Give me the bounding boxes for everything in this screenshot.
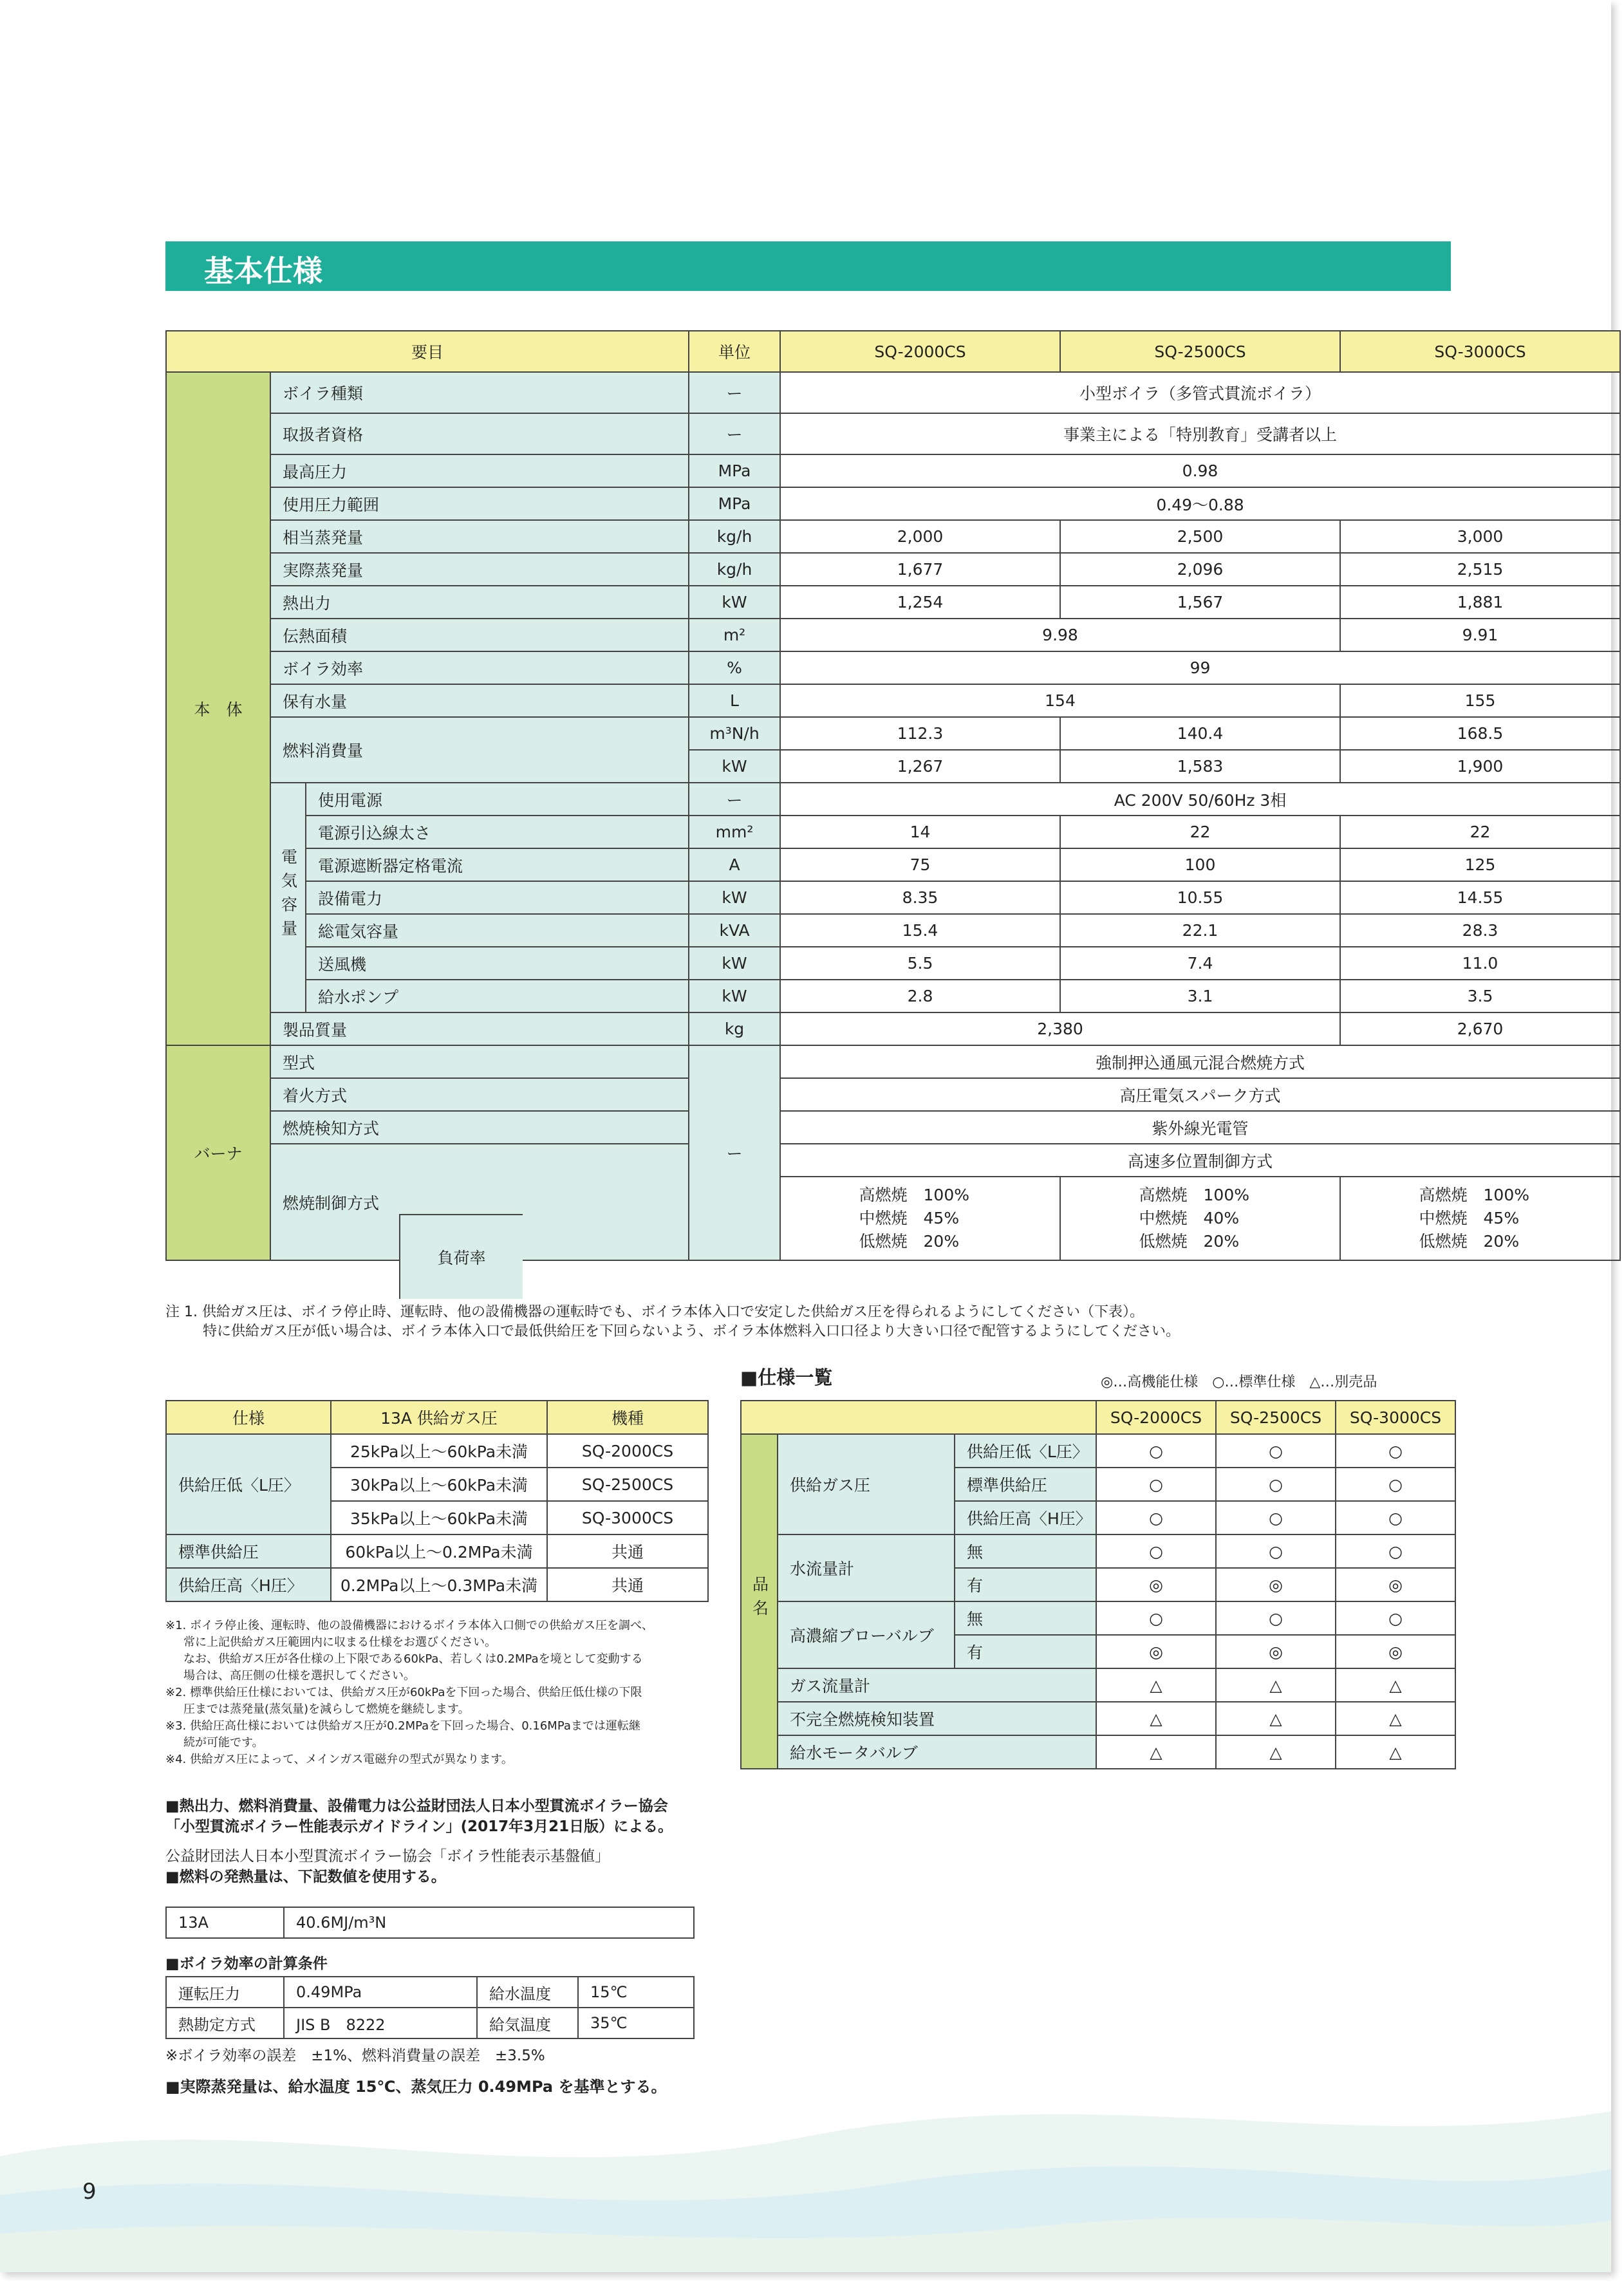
row-value: 9.98 [780,619,1340,651]
calc-value: 15℃ [578,1977,694,2008]
fuel-heat-table [165,1907,695,1939]
list-sub: 無 [955,1534,1096,1568]
spec-row [166,1012,1620,1045]
row-unit: MPa [689,454,780,487]
spec-row [166,783,1620,816]
pressure-model: SQ-3000CS [547,1501,708,1534]
spec-row [166,947,1620,980]
calc-value: 35℃ [578,2008,694,2038]
spec-row [166,1144,1620,1177]
row-value: 3.1 [1060,980,1340,1012]
list-mark: △ [1336,1668,1455,1702]
pressure-range: 60kPa以上〜0.2MPa未満 [331,1534,547,1568]
pressure-spec: 標準供給圧 [166,1534,331,1568]
calc-label: 運転圧力 [166,1977,284,2008]
spec-row [166,684,1620,717]
pressure-model: SQ-2500CS [547,1468,708,1501]
row-value: 8.35 [780,881,1060,914]
row-value: 22.1 [1060,914,1340,947]
list-sub: 供給圧低〈L圧〉 [955,1434,1096,1468]
spec-row [166,372,1620,413]
group-honntai: 本 体 [166,372,270,1045]
pressure-range: 30kPa以上〜60kPa未満 [331,1468,547,1501]
group-denki-label: 電気容量 [279,848,298,944]
header-model: SQ-2500CS [1060,331,1340,372]
list-mark: ○ [1216,1434,1336,1468]
row-value: 22 [1340,816,1620,848]
group-denki [270,783,306,1012]
list-mark: ◎ [1336,1568,1455,1601]
row-label: 送風機 [306,947,689,980]
row-value: 3.5 [1340,980,1620,1012]
pressure-row [166,1568,708,1601]
list-mark: ◎ [1336,1635,1455,1668]
list-sub: 標準供給圧 [955,1468,1096,1501]
note-line: ※3. 供給圧高仕様においては供給ガス圧が0.2MPaを下回った場合、0.16MPaまでは運転継 [165,1719,640,1733]
row-label: 使用圧力範囲 [270,487,689,520]
row-unit: kVA [689,914,780,947]
note-line: 注 1. 供給ガス圧は、ボイラ停止時、運転時、他の設備機器の運転時でも、ボイラ本体入口で安定した供給ガス圧を得られるようにしてください（下表）。 [165,1304,1144,1320]
header-model: SQ-3000CS [1340,331,1620,372]
calc-value: 0.49MPa [284,1977,477,2008]
row-unit: % [689,651,780,684]
header-unit: 単位 [689,331,780,372]
pressure-header: 仕様 [166,1401,331,1434]
row-value: 3,000 [1340,520,1620,553]
list-header-empty [741,1401,1096,1434]
group-burner: バーナ [166,1045,270,1260]
row-value: 10.55 [1060,881,1340,914]
list-header-row [741,1401,1455,1434]
row-value: 11.0 [1340,947,1620,980]
list-row [741,1434,1455,1468]
note-line: ※1. ボイラ停止後、運転時、他の設備機器におけるボイラ本体入口側での供給ガス圧を調べ、 [165,1619,653,1632]
row-value: 1,677 [780,553,1060,586]
row-value: 高圧電気スパーク方式 [780,1078,1620,1111]
note-line: ※2. 標準供給圧仕様においては、供給ガス圧が60kPaを下回った場合、供給圧低仕様の下限 [165,1686,642,1699]
row-value: 2,515 [1340,553,1620,586]
pressure-model: SQ-2000CS [547,1434,708,1468]
row-value: 小型ボイラ（多管式貫流ボイラ） [780,372,1620,413]
list-mark: ○ [1216,1534,1336,1568]
spec-list-table [740,1400,1456,1769]
guideline-line: ■熱出力、燃料消費量、設備電力は公益財団法人日本小型貫流ボイラー協会 [165,1798,668,1814]
row-value: 125 [1340,848,1620,881]
row-value: 100 [1060,848,1340,881]
list-mark: ◎ [1096,1635,1216,1668]
pressure-header-row [166,1401,708,1434]
list-row [741,1601,1455,1635]
row-label: 総電気容量 [306,914,689,947]
row-unit: m² [689,619,780,651]
row-label: 最高圧力 [270,454,689,487]
pressure-table [165,1400,709,1602]
list-mark: △ [1216,1702,1336,1735]
row-value: 紫外線光電管 [780,1111,1620,1144]
list-row [741,1735,1455,1769]
list-header-model: SQ-3000CS [1336,1401,1455,1434]
list-mark: ○ [1336,1468,1455,1501]
list-item: 供給ガス圧 [778,1434,955,1534]
list-title: ■仕様一覧 [740,1366,833,1388]
list-mark: ○ [1336,1501,1455,1534]
row-value: 2,670 [1340,1012,1620,1045]
list-mark: ○ [1336,1534,1455,1568]
spec-row [166,914,1620,947]
row-value: 2,380 [780,1012,1340,1045]
calc-row [166,2008,694,2038]
list-header-model: SQ-2500CS [1216,1401,1336,1434]
list-mark: ○ [1216,1468,1336,1501]
row-label: 電源引込線太さ [306,816,689,848]
spec-row [166,553,1620,586]
list-mark: ○ [1216,1501,1336,1534]
note-line: 特に供給ガス圧が低い場合は、ボイラ本体入口で最低供給圧を下回らないよう、ボイラ本体燃料入口口径より大きい口径で配管するようにしてください。 [203,1323,1181,1339]
list-sub: 有 [955,1568,1096,1601]
pressure-range: 0.2MPa以上〜0.3MPa未満 [331,1568,547,1601]
row-value: 28.3 [1340,914,1620,947]
list-mark: ○ [1336,1434,1455,1468]
pressure-model: 共通 [547,1568,708,1601]
list-mark: ○ [1096,1434,1216,1468]
list-item: 不完全燃焼検知装置 [778,1702,1096,1735]
section-title: 基本仕様 [204,254,322,288]
row-value: 1,567 [1060,586,1340,619]
row-unit: kW [689,750,780,783]
calc-label: 給気温度 [477,2008,578,2038]
pressure-row [166,1534,708,1568]
row-label: 熱出力 [270,586,689,619]
load-label: 負荷率 [437,1249,486,1267]
spec-row [166,980,1620,1012]
note-line: 圧までは蒸発量(蒸気量)を減らして燃焼を継続します。 [183,1702,470,1716]
spec-row [166,454,1620,487]
list-mark: △ [1096,1702,1216,1735]
row-value: 5.5 [780,947,1060,980]
note-line: 続が可能です。 [183,1736,264,1749]
pressure-spec: 供給圧高〈H圧〉 [166,1568,331,1601]
list-mark: ○ [1216,1601,1336,1635]
row-value: 14.55 [1340,881,1620,914]
list-legend: ◎…高機能仕様 ○…標準仕様 △…別売品 [1101,1374,1377,1390]
list-row [741,1668,1455,1702]
row-unit: kg [689,1012,780,1045]
row-value: 1,254 [780,586,1060,619]
spec-row [166,651,1620,684]
load-cell: 高燃焼 100% 中燃焼 40% 低燃焼 20% [1060,1177,1340,1260]
row-value: 事業主による「特別教育」受講者以上 [780,413,1620,454]
spec-row [166,619,1620,651]
spec-row [166,816,1620,848]
row-label: 着火方式 [270,1078,689,1111]
row-value: 7.4 [1060,947,1340,980]
row-value: 強制押込通風元混合燃焼方式 [780,1045,1620,1078]
row-value: 2,096 [1060,553,1340,586]
row-label: ボイラ種類 [270,372,689,413]
row-value: 154 [780,684,1340,717]
header-item: 要目 [166,331,689,372]
row-unit: kg/h [689,520,780,553]
row-unit: kg/h [689,553,780,586]
row-unit: ー [689,1045,780,1260]
spec-row [166,487,1620,520]
list-mark: ○ [1096,1534,1216,1568]
list-mark: △ [1216,1668,1336,1702]
guideline-line: 「小型貫流ボイラー性能表示ガイドライン」(2017年3月21日版）による。 [165,1818,673,1835]
list-mark: ◎ [1096,1568,1216,1601]
row-value: 2.8 [780,980,1060,1012]
row-label: ボイラ効率 [270,651,689,684]
list-mark: △ [1096,1735,1216,1769]
spec-row [166,881,1620,914]
load-cell: 高燃焼 100% 中燃焼 45% 低燃焼 20% [780,1177,1060,1260]
page-number: 9 [82,2179,97,2205]
row-unit: L [689,684,780,717]
row-value: 2,000 [780,520,1060,553]
list-item: 高濃縮ブローバルブ [778,1601,955,1668]
row-value: AC 200V 50/60Hz 3相 [780,783,1620,816]
list-group-label: 品名 [750,1576,769,1623]
pressure-header: 機種 [547,1401,708,1434]
list-header-model: SQ-2000CS [1096,1401,1216,1434]
row-unit: kW [689,881,780,914]
row-label: 伝熱面積 [270,619,689,651]
row-value: 1,267 [780,750,1060,783]
calc-title: ■ボイラ効率の計算条件 [165,1955,328,1972]
row-label: 電源遮断器定格電流 [306,848,689,881]
row-label: 型式 [270,1045,689,1078]
row-label: 製品質量 [270,1012,689,1045]
spec-row [166,413,1620,454]
list-sub: 無 [955,1601,1096,1635]
row-value: 高速多位置制御方式 [780,1144,1620,1177]
row-unit: ー [689,372,780,413]
row-unit: ー [689,783,780,816]
row-unit: kW [689,586,780,619]
guideline-line: ■燃料の発熱量は、下記数値を使用する。 [165,1869,446,1885]
spec-table [165,330,1621,1261]
list-item: 給水モータバルブ [778,1735,1096,1769]
load-cell: 高燃焼 100% 中燃焼 45% 低燃焼 20% [1340,1177,1620,1260]
section-title-bar [165,241,1451,291]
row-value: 9.91 [1340,619,1620,651]
list-mark: △ [1336,1735,1455,1769]
spec-row [166,848,1620,881]
calc-table [165,1976,695,2039]
calc-value: JIS B 8222 [284,2008,477,2038]
row-label: 取扱者資格 [270,413,689,454]
spec-row [166,1078,1620,1111]
list-sub: 供給圧高〈H圧〉 [955,1501,1096,1534]
row-label: 使用電源 [306,783,689,816]
header-model: SQ-2000CS [780,331,1060,372]
spec-row [166,717,1620,750]
row-value: 75 [780,848,1060,881]
row-unit: kW [689,947,780,980]
row-unit: A [689,848,780,881]
error-note: ※ボイラ効率の誤差 ±1%、燃料消費量の誤差 ±3.5% [165,2047,545,2064]
calc-row [166,1977,694,2008]
row-unit: ー [689,413,780,454]
spec-header-row [166,331,1620,372]
row-value: 1,900 [1340,750,1620,783]
calc-label: 熱勘定方式 [166,2008,284,2038]
row-value: 99 [780,651,1620,684]
row-value: 140.4 [1060,717,1340,750]
list-mark: △ [1336,1702,1455,1735]
list-mark: △ [1096,1668,1216,1702]
row-value: 15.4 [780,914,1060,947]
row-value: 14 [780,816,1060,848]
list-item: 水流量計 [778,1534,955,1601]
list-mark: ○ [1096,1468,1216,1501]
note-line: なお、供給ガス圧が各仕様の上下限である60kPa、若しくは0.2MPaを境として変動する [183,1652,643,1666]
note-line: ※4. 供給ガス圧によって、メインガス電磁弁の型式が異なります。 [165,1753,513,1766]
list-sub: 有 [955,1635,1096,1668]
row-label: 燃焼検知方式 [270,1111,689,1144]
row-value: 112.3 [780,717,1060,750]
row-label: 保有水量 [270,684,689,717]
list-row [741,1702,1455,1735]
list-item: ガス流量計 [778,1668,1096,1702]
row-label: 設備電力 [306,881,689,914]
note-line: 場合は、高圧側の仕様を選択してください。 [183,1669,415,1683]
spec-row [166,1111,1620,1144]
pressure-model: 共通 [547,1534,708,1568]
pressure-header: 13A 供給ガス圧 [331,1401,547,1434]
spec-row [166,1045,1620,1078]
list-mark: △ [1216,1735,1336,1769]
row-value: 22 [1060,816,1340,848]
fuel-gas: 13A [166,1907,284,1938]
load-label-box [399,1214,523,1299]
spec-row [166,586,1620,619]
row-value: 155 [1340,684,1620,717]
row-label: 相当蒸発量 [270,520,689,553]
row-unit: m³N/h [689,717,780,750]
pressure-range: 25kPa以上〜60kPa未満 [331,1434,547,1468]
list-mark: ○ [1096,1501,1216,1534]
fuel-heat-row [166,1907,694,1938]
list-row [741,1534,1455,1568]
list-mark: ◎ [1216,1568,1336,1601]
guideline-line: 公益財団法人日本小型貫流ボイラー協会「ボイラ性能表示基盤値」 [165,1848,610,1865]
pressure-range: 35kPa以上〜60kPa未満 [331,1501,547,1534]
guideline-block [165,1796,745,1887]
final-note: ■実際蒸発量は、給水温度 15℃、蒸気圧力 0.49MPa を基準とする。 [165,2078,667,2096]
row-value: 2,500 [1060,520,1340,553]
row-unit: mm² [689,816,780,848]
row-label: 実際蒸発量 [270,553,689,586]
spec-row [166,520,1620,553]
row-value: 1,881 [1340,586,1620,619]
pressure-spec: 供給圧低〈L圧〉 [166,1434,331,1534]
pressure-row [166,1434,708,1468]
list-mark: ○ [1096,1601,1216,1635]
row-label: 燃料消費量 [270,717,689,783]
list-group [741,1434,778,1769]
list-mark: ○ [1336,1601,1455,1635]
row-label: 燃焼制御方式 [270,1144,689,1260]
row-unit: MPa [689,487,780,520]
row-value: 168.5 [1340,717,1620,750]
note-line: 常に上記供給ガス圧範囲内に収まる仕様をお選びください。 [183,1636,496,1649]
row-value: 0.98 [780,454,1620,487]
list-mark: ◎ [1216,1635,1336,1668]
row-unit: kW [689,980,780,1012]
gas-pressure-note [165,1303,1453,1341]
calc-label: 給水温度 [477,1977,578,2008]
pressure-notes [165,1618,719,1768]
fuel-value: 40.6MJ/m³N [284,1907,694,1938]
row-value: 0.49〜0.88 [780,487,1620,520]
row-label: 給水ポンプ [306,980,689,1012]
row-value: 1,583 [1060,750,1340,783]
